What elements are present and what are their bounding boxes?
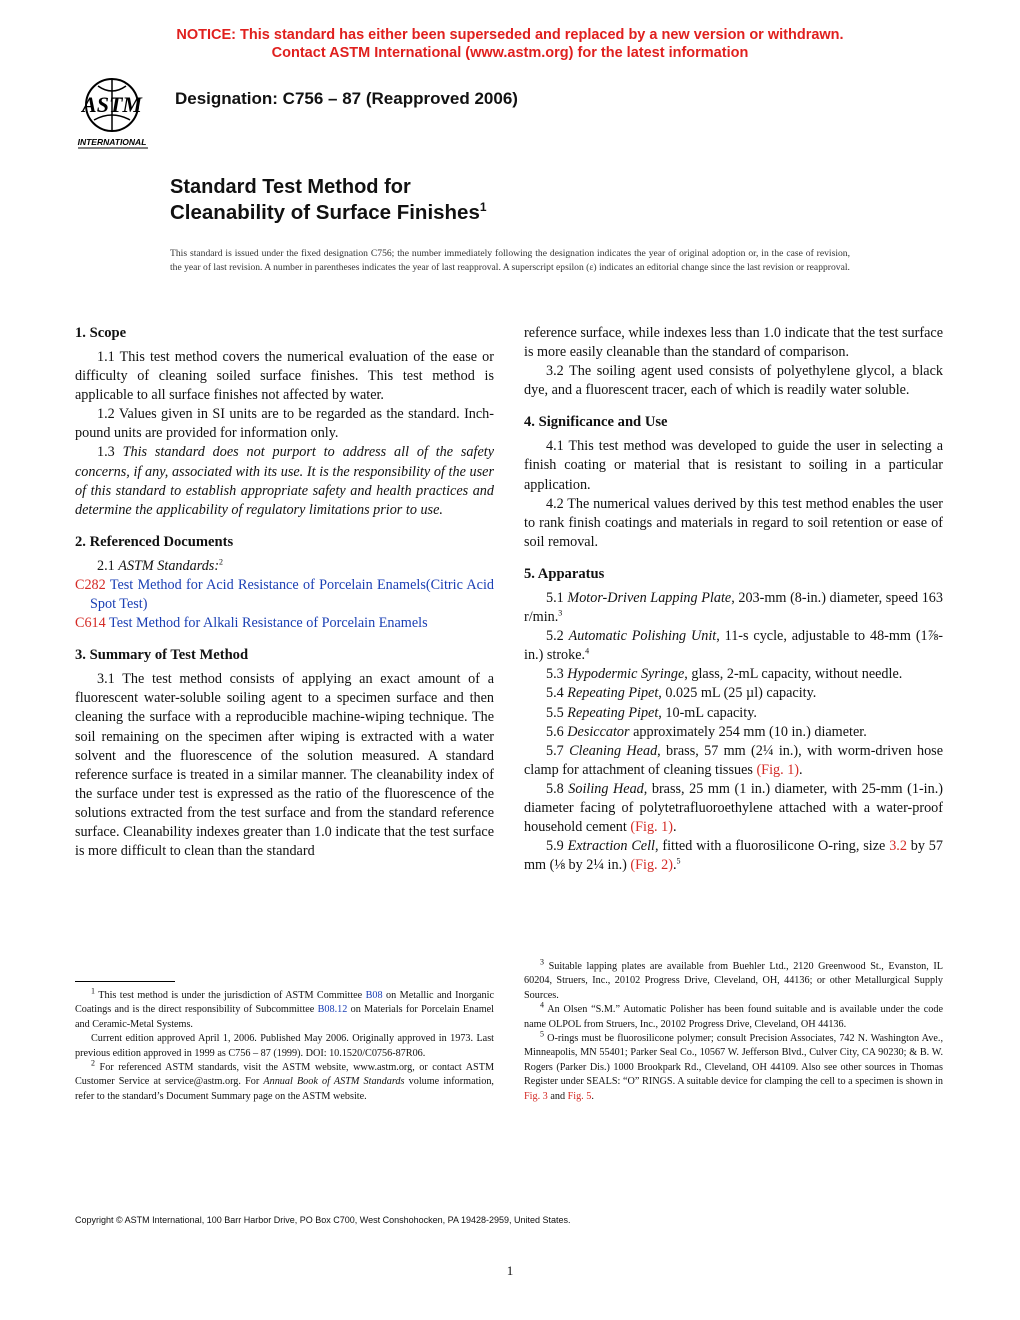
section-4-heading: 4. Significance and Use [524, 414, 668, 431]
footnote-3: $^3$ Suitable lapping plates are available from Buehler Ltd., 2120 Greenwood St., Evanston, IL 60204, Struers, Inc., 20102 Progress Drive, Cleveland, OH, 44136; or other Metallurgical Supply Sources. [524, 957, 943, 1001]
section-5-heading: 5. Apparatus [524, 565, 605, 582]
right-column [524, 324, 943, 875]
para-4-2: 4.2 The numerical values derived by this test method enables the user to rank finish coatings and materials in regard to soil retention or ease of soil removal. [524, 495, 943, 550]
para-5-9: 5.9 Extraction Cell, fitted with a fluorosilicone O-ring, size 3.2 by 57 mm (⅛ by 2¼ in.) (Fig. 2).$^5$ [524, 838, 943, 874]
withdrawal-notice [0, 26, 1020, 62]
notice-line-2: Contact ASTM International (www.astm.org) for the latest information [271, 45, 749, 61]
logo-subtitle: INTERNATIONAL [77, 137, 147, 147]
reference-c282[interactable]: C282 Test Method for Acid Resistance of Porcelain Enamels(Citric Acid Spot Test) [75, 576, 494, 613]
section-1-heading: 1. Scope [75, 325, 127, 341]
subcommittee-link[interactable]: B08.12 [317, 1004, 348, 1016]
footnotes-left [75, 986, 495, 1104]
title-line-2: Cleanability of Surface Finishes [170, 201, 480, 224]
para-3-2: 3.2 The soiling agent used consists of polyethylene glycol, a black dye, and a fluorescent tracer, each of which is readily water soluble. [524, 363, 943, 399]
committee-link[interactable]: B08 [365, 990, 383, 1001]
para-1-1: 1.1 This test method covers the numerical evaluation of the ease or difficulty of cleaning soiled surface finishes. This test method is applicable to all surface finishes not affected by water. [75, 349, 494, 404]
footnote-ref-2[interactable]: 2 [219, 557, 224, 567]
reference-c614[interactable]: C614 Test Method for Alkali Resistance of Porcelain Enamels [75, 615, 428, 632]
para-5-4: 5.4 Repeating Pipet, 0.025 mL (25 µl) capacity. [546, 685, 817, 702]
issuance-statement: This standard is issued under the fixed designation C756; the number immediately following the designation indicates the year of original adoption or, in the case of revision, the year of last revision. A number in parentheses indicates the year of last reapproval. A superscript epsilon (ε) indicates an editorial change since the last revision or reapproval. [170, 248, 850, 274]
para-5-2: 5.2 Automatic Polishing Unit, 11-s cycle, adjustable to 48-mm (1⅞-in.) stroke.$^4$ [524, 628, 943, 664]
fig-3-link[interactable]: Fig. 3 [524, 1090, 548, 1102]
designation: Designation: C756 – 87 (Reapproved 2006) [175, 89, 518, 108]
copyright-notice: Copyright © ASTM International, 100 Barr Harbor Drive, PO Box C700, West Conshohocken, PA 19428-2959, United States. [75, 1215, 571, 1225]
para-5-8: 5.8 Soiling Head, brass, 25 mm (1 in.) diameter, with 25-mm (1-in.) diameter facing of polytetrafluoroethylene attached with a water-proof household cement (Fig. 1). [524, 780, 943, 836]
footnotes-right [524, 957, 944, 1104]
footnote-1-edition: Current edition approved April 1, 2006. Published May 2006. Originally approved in 1973. Last previous edition approved in 1999 as C756 – 87 (1999). DOI: 10.1520/C0756-87R06. [75, 1033, 494, 1059]
para-1-3: 1.3 This standard does not purport to address all of the safety concerns, if any, associated with its use. It is the responsibility of the user of this standard to establish appropriate safety and health practices and determine the applicability of regulatory limitations prior to use. [75, 444, 495, 518]
section-3-2-link[interactable]: 3.2 [889, 838, 907, 855]
footnote-1: $^1$ This test method is under the jurisdiction of ASTM Committee B08 on Metallic and Inorganic Coatings and is the direct responsibility of Subcommittee B08.12 on Materials for Porcelain Enamel and Ceramic-Metal Systems. [75, 986, 495, 1030]
astm-logo-icon [68, 72, 164, 152]
footnote-ref-3[interactable]: 3 [558, 608, 563, 618]
footnote-4: $^4$ An Olsen “S.M.” Automatic Polisher has been found suitable and is available under the code name OLPOL from Struers, Inc., 20102 Progress Drive, Cleveland, OH 44136. [524, 1000, 944, 1030]
para-4-1: 4.1 This test method was developed to guide the user in selecting a finish coating or material that is resistant to soiling in a particular application. [524, 438, 943, 493]
title-footnote-ref[interactable]: 1 [479, 200, 487, 215]
section-3-heading: 3. Summary of Test Method [75, 647, 249, 664]
title-line-1: Standard Test Method for [170, 176, 411, 198]
para-5-6: 5.6 Desiccator approximately 254 mm (10 in.) diameter. [546, 723, 867, 740]
para-3-1: 3.1 The test method consists of applying an exact amount of a fluorescent water-soluble soiling agent to a specimen surface and then cleaning the surface with a reproducible machine-wiping technique. The soil remaining on the specimen after wiping is extracted with a water solvent and the fluorescence of the solution measured. A standard reference surface is treated in a similar manner. The cleanability index of the surface under test is expressed as the ratio of the fluorescence of the solutions extracted from the test surface and from the standard reference surface. Cleanability indexes greater than 1.0 indicate that the test surface is more difficult to clean than the standard [75, 671, 494, 860]
footnote-2: $^2$ For referenced ASTM standards, visit the ASTM website, www.astm.org, or contact ASTM Customer Service at service@astm.org. For Annual Book of ASTM Standards volume information, refer to the standard’s Document Summary page on the ASTM website. [75, 1058, 494, 1102]
footnote-divider-left [75, 981, 175, 982]
document-title [170, 174, 487, 226]
notice-line-1: NOTICE: This standard has either been superseded and replaced by a new version or withdrawn. [176, 27, 844, 43]
footnote-5: $^5$ O-rings must be fluorosilicone polymer; consult Precision Associates, 742 N. Washington Ave., Minneapolis, MN 55401; Parker Seal Co., 10567 W. Jefferson Blvd., Culver City, CA 90230; & B. W. Rogers (Parker Dis.) 1000 Brookpark Rd., Cleveland, OH 44109. Also see other sources in Thomas Register under SEALS: “O” RINGS. A suitable device for clamping the cell to a specimen is shown in Fig. 3 and Fig. 5. [524, 1029, 943, 1102]
left-column [75, 324, 494, 861]
fig-1-link[interactable]: (Fig. 1) [630, 819, 673, 836]
para-5-5: 5.5 Repeating Pipet, 10-mL capacity. [546, 704, 757, 721]
para-5-7: 5.7 Cleaning Head, brass, 57 mm (2¼ in.), with worm-driven hose clamp for attachment of cleaning tissues (Fig. 1). [524, 742, 944, 778]
fig-2-link[interactable]: (Fig. 2) [630, 857, 673, 874]
para-5-3: 5.3 Hypodermic Syringe, glass, 2-mL capacity, without needle. [546, 666, 903, 683]
logo-text: ASTM [82, 92, 142, 117]
para-2-1: 2.1 ASTM Standards:$^2$ [97, 557, 224, 574]
footnote-ref-4[interactable]: 4 [585, 646, 590, 656]
page-number: 1 [506, 1263, 514, 1278]
footnote-ref-5[interactable]: 5 [676, 856, 681, 866]
fig-5-link[interactable]: Fig. 5 [567, 1090, 592, 1102]
section-2-heading: 2. Referenced Documents [75, 533, 234, 550]
fig-1-link[interactable]: (Fig. 1) [756, 761, 800, 778]
astm-logo [68, 72, 164, 152]
para-3-1-continued: reference surface, while indexes less than 1.0 indicate that the test surface is more easily cleanable than the standard of comparison. [524, 325, 943, 361]
para-1-2: 1.2 Values given in SI units are to be regarded as the standard. Inch-pound units are provided for information only. [75, 406, 494, 442]
para-5-1: 5.1 Motor-Driven Lapping Plate, 203-mm (8-in.) diameter, speed 163 r/min.$^3$ [524, 589, 943, 626]
